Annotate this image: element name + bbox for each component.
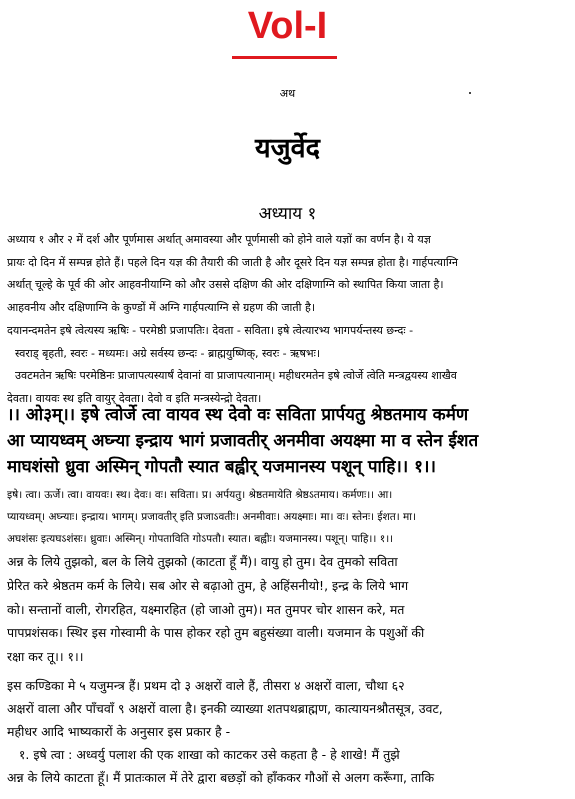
volume-label: Vol-I xyxy=(247,5,328,47)
page-title: यजुर्वेद xyxy=(254,133,321,164)
translation-line: पापप्रशंसक। स्थिर इस गोस्वामी के पास होकर रहो तुम बहुसंख्या वाली। यजमान के पशुओं की xyxy=(7,625,425,641)
mantra-line: आ प्यायध्वम् अघ्न्या इन्द्राय भागं प्रजावतीर् अनमीवा अयक्ष्मा मा व स्तेन ईशत xyxy=(7,431,479,451)
volume-underline xyxy=(232,56,337,59)
mantra-text xyxy=(7,402,569,480)
rishi-line: स्वराड् बृहती, स्वरः - मध्यमः। अग्रे सर्वस्य छन्दः - ब्राह्मयुष्णिक्, स्वरः - ऋषभः। xyxy=(15,346,320,360)
intro-line: अर्थात् चूल्हे के पूर्व की ओर आहवनीयाग्नि को और उससे दक्षिण की ओर दक्षिणाग्नि को स्थापित किया जाता है। xyxy=(7,278,444,291)
intro-paragraph xyxy=(7,229,568,319)
chapter-heading: अध्याय १ xyxy=(258,204,317,224)
rishi-line: उवटमतेन ऋषिः परमेष्ठिनः प्राजापत्यस्यार्षं देवानां वा प्राजापत्यानाम्। महीधरमतेन इषे त्वोर्जे त्वेति मन्त्रद्वयस्य शाखैव xyxy=(15,369,457,382)
translation-line: अन्न के लिये तुझको, बल के लिये तुझको (काटता हूँ मैं)। वायु हो तुम। देव तुमको सविता xyxy=(7,554,398,569)
commentary-line: १. इषे त्वा : अध्वर्यु पलाश की एक शाखा को काटकर उसे कहता है - हे शाखे! मैं तुझे xyxy=(7,747,400,762)
mantra-line: ।। ओ३म्।। इषे त्वोर्जे त्वा वायव स्थ देवो वः सविता प्रार्पयतु श्रेष्ठतमाय कर्मण xyxy=(7,405,469,425)
commentary-line: महीधर आदि भाष्यकारों के अनुसार इस प्रकार है - xyxy=(7,724,231,739)
padapatha-line: इषे। त्वा। ऊर्जे। त्वा। वायवः। स्थ। देवः। वः। सविता। प्र। अर्पयतु। श्रेष्ठतमायेति श्रेष्ठऽतमाय। कर्मणः।। आ। xyxy=(7,489,393,501)
commentary-paragraph xyxy=(7,674,569,789)
commentary-line: अक्षरों वाला और पाँचवाँ ९ अक्षरों वाला है। इनकी व्याख्या शतपथब्राह्मण, कात्यायनश्रौतसूत्र, उवट, xyxy=(7,701,443,716)
mantra-line: माघशंसो ध्रुवा अस्मिन् गोपतौ स्यात बह्वीर् यजमानस्य पशून् पाहि।। १।। xyxy=(7,457,436,477)
translation-line: को। सन्तानों वाली, रोगरहित, यक्ष्मारहित (हो जाओ तुम)। मत तुमपर चोर शासन करे, मत xyxy=(7,601,405,617)
translation-line: रक्षा कर तू।। १।। xyxy=(7,649,84,665)
padapatha-line: अघशंसः इत्यघऽशंसः। ध्रुवाः। अस्मिन्। गोपताविति गोऽपतौ। स्यात। बह्वीः। यजमानस्य। पशून्। पाहि।। १।। xyxy=(7,533,394,545)
padapatha-line: प्यायध्वम्। अघ्न्याः। इन्द्राय। भागम्। प्रजावतीर् इति प्रजाऽवतीः। अनमीवाः। अयक्ष्माः। मा। वः। स्तेनः। ईशत। मा। xyxy=(7,511,416,523)
translation-paragraph xyxy=(7,550,569,669)
commentary-line: इस कण्डिका मे ५ यजुमन्त्र हैं। प्रथम दो ३ अक्षरों वाले हैं, तीसरा ४ अक्षरों वाला, चौथा ६२ xyxy=(7,678,405,693)
rishi-devata-paragraph xyxy=(7,320,568,410)
intro-line: प्रायः दो दिन में सम्पन्न होते हैं। पहले दिन यज्ञ की तैयारी की जाती है और दूसरे दिन यज्ञ सम्पन्न होता है। गार्हपत्याग्नि xyxy=(7,255,458,269)
intro-line: अध्याय १ और २ में दर्श और पूर्णमास अर्थात् अमावस्या और पूर्णमासी को होने वाले यज्ञों का वर्णन है। ये यज्ञ xyxy=(7,233,431,246)
rishi-line: देवता। वायवः स्थ इति वायुर् देवता। देवो व इति मन्त्रस्येन्द्रो देवता। xyxy=(7,391,262,405)
padapatha-text xyxy=(7,484,568,550)
commentary-line: अन्न के लिये काटता हूँ। मैं प्रातःकाल में तेरे द्वारा बछड़ों को हाँककर गौओं से अलग करूँगा, ताकि xyxy=(7,770,435,785)
rishi-line: दयानन्दमतेन इषे त्वेत्यस्य ऋषिः - परमेष्ठी प्रजापतिः। देवता - सविता। इषे त्वेत्यारभ्य भागपर्यन्तस्य छन्दः - xyxy=(7,324,414,337)
translation-line: प्रेरित करे श्रेष्ठतम कर्म के लिये। सब ओर से बढ़ाओ तुम, हे अहिंसनीयो!, इन्द्र के लिये भाग xyxy=(7,577,409,593)
intro-line: आहवनीय और दक्षिणाग्नि के कुण्डों में अग्नि गार्हपत्याग्नि से ग्रहण की जाती है। xyxy=(7,300,316,314)
atha-heading: अथ xyxy=(279,87,296,100)
